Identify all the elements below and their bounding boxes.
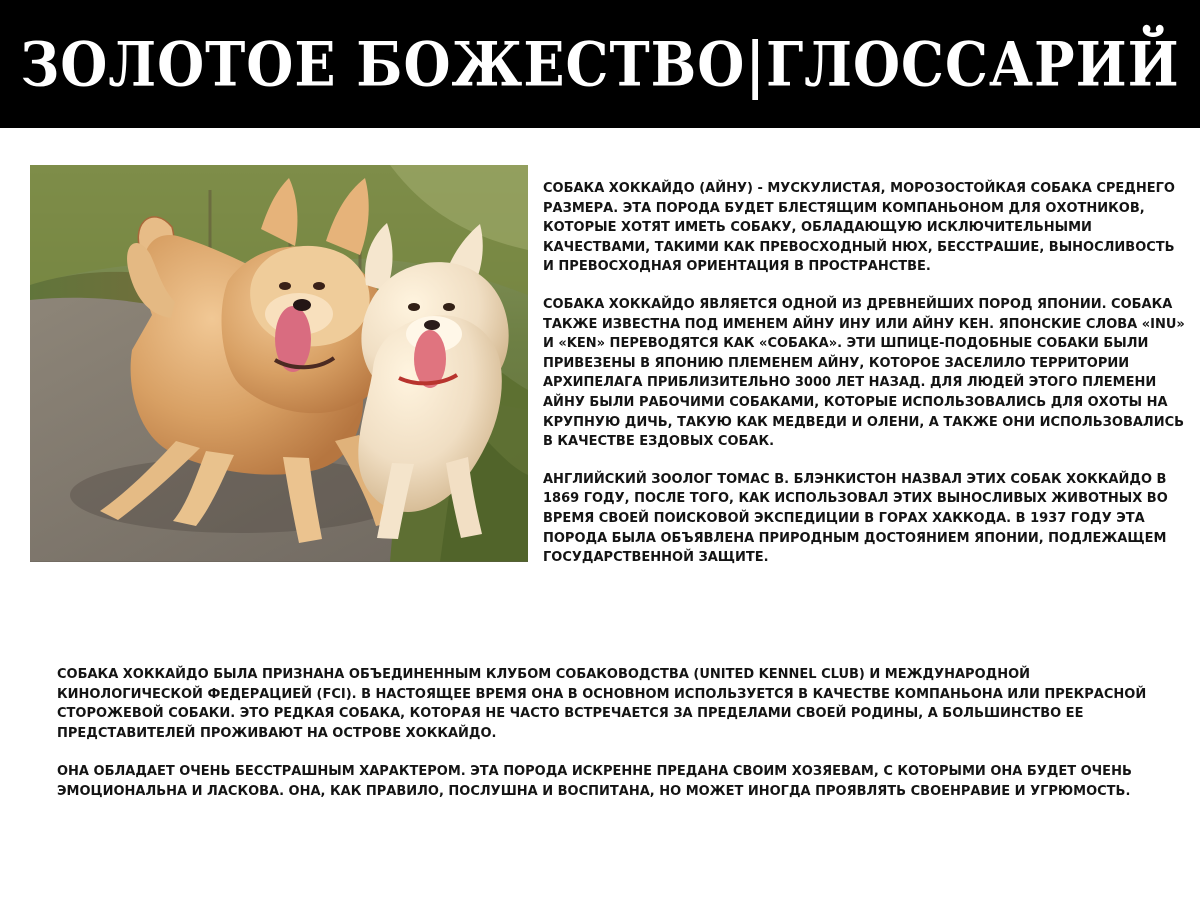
- paragraph-history: АНГЛИЙСКИЙ ЗООЛОГ ТОМАС В. БЛЭНКИСТОН НАЗВАЛ ЭТИХ СОБАК ХОККАЙДО В 1869 ГОДУ, ПОСЛЕ ТОГО, КАК ИСПОЛЬЗОВАЛ ЭТИХ ВЫНОСЛИВЫХ ЖИВОТНЫХ ВО ВРЕМЯ СВОЕЙ ПОИСКОВОЙ ЭКСПЕДИЦИИ В ГОРАХ ХАККОДА. В 1937 ГОДУ ЭТА ПОРОДА БЫЛА ОБЪЯВЛЕНА ПРИРОДНЫМ ДОСТОЯНИЕМ ЯПОНИИ, ПОДЛЕЖАЩЕМ ГОСУДАРСТВЕННОЙ ЗАЩИТЕ.: [543, 471, 1168, 566]
- paragraph-character: ОНА ОБЛАДАЕТ ОЧЕНЬ БЕССТРАШНЫМ ХАРАКТЕРОМ. ЭТА ПОРОДА ИСКРЕННЕ ПРЕДАНА СВОИМ ХОЗЯЕВАМ, С КОТОРЫМИ ОНА БУДЕТ ОЧЕНЬ ЭМОЦИОНАЛЬНА И ЛАСКОВА. ОНА, КАК ПРАВИЛО, ПОСЛУШНА И ВОСПИТАНА, НО МОЖЕТ ИНОГДА ПРОЯВЛЯТЬ СВОЕНРАВИЕ И УГРЮМОСТЬ.: [57, 764, 1132, 799]
- dogs-photo-illustration: [30, 165, 528, 562]
- dogs-photo: [30, 165, 528, 562]
- paragraph-intro: СОБАКА ХОККАЙДО (АЙНУ) - МУСКУЛИСТАЯ, МОРОЗОСТОЙКАЯ СОБАКА СРЕДНЕГО РАЗМЕРА. ЭТА ПОРОДА БУДЕТ БЛЕСТЯЩИМ КОМПАНЬОНОМ ДЛЯ ОХОТНИКОВ, КОТОРЫЕ ХОТЯТ ИМЕТЬ СОБАКУ, ОБЛАДАЮЩУЮ ИСКЛЮЧИТЕЛЬНЫМИ КАЧЕСТВАМИ, ТАКИМИ КАК ПРЕВОСХОДНЫЙ НЮХ, БЕССТРАШИЕ, ВЫНОСЛИВОСТЬ И ПРЕВОСХОДНАЯ ОРИЕНТАЦИЯ В ПРОСТРАНСТВЕ.: [543, 181, 1175, 275]
- paragraph-recognition: СОБАКА ХОККАЙДО БЫЛА ПРИЗНАНА ОБЪЕДИНЕННЫМ КЛУБОМ СОБАКОВОДСТВА (UNITED KENNEL CLUB) И МЕЖДУНАРОДНОЙ КИНОЛОГИЧЕСКОЙ ФЕДЕРАЦИЕЙ (FCI). В НАСТОЯЩЕЕ ВРЕМЯ ОНА В ОСНОВНОМ ИСПОЛЬЗУЕТСЯ В КАЧЕСТВЕ КОМПАНЬОНА ИЛИ ПРЕКРАСНОЙ СТОРОЖЕВОЙ СОБАКИ. ЭТО РЕДКАЯ СОБАКА, КОТОРАЯ НЕ ЧАСТО ВСТРЕЧАЕТСЯ ЗА ПРЕДЕЛАМИ СВОЕЙ РОДИНЫ, А БОЛЬШИНСТВО ЕЕ ПРЕДСТАВИТЕЛЕЙ ПРОЖИВАЮТ НА ОСТРОВЕ ХОККАЙДО.: [57, 667, 1147, 741]
- header-banner: [0, 0, 1200, 128]
- page-title: ЗОЛОТОЕ БОЖЕСТВО|ГЛОССАРИЙ: [20, 28, 1180, 100]
- right-text-column: [543, 179, 1188, 568]
- bottom-text-section: [57, 665, 1172, 802]
- paragraph-origin: СОБАКА ХОККАЙДО ЯВЛЯЕТСЯ ОДНОЙ ИЗ ДРЕВНЕЙШИХ ПОРОД ЯПОНИИ. СОБАКА ТАКЖЕ ИЗВЕСТНА ПОД ИМЕНЕМ АЙНУ ИНУ ИЛИ АЙНУ КЕН. ЯПОНСКИЕ СЛОВА «INU» И «KEN» ПЕРЕВОДЯТСЯ КАК «СОБАКА». ЭТИ ШПИЦЕ-ПОДОБНЫЕ СОБАКИ БЫЛИ ПРИВЕЗЕНЫ В ЯПОНИЮ ПЛЕМЕНЕМ АЙНУ, КОТОРОЕ ЗАСЕЛИЛО ТЕРРИТОРИИ АРХИПЕЛАГА ПРИБЛИЗИТЕЛЬНО 3000 ЛЕТ НАЗАД. ДЛЯ ЛЮДЕЙ ЭТОГО ПЛЕМЕНИ АЙНУ БЫЛИ РАБОЧИМИ СОБАКАМИ, КОТОРЫЕ ИСПОЛЬЗОВАЛИСЬ ДЛЯ ОХОТЫ НА КРУПНУЮ ДИЧЬ, ТАКУЮ КАК МЕДВЕДИ И ОЛЕНИ, А ТАКЖЕ ОНИ ИСПОЛЬЗОВАЛИСЬ В КАЧЕСТВЕ ЕЗДОВЫХ СОБАК.: [543, 296, 1185, 450]
